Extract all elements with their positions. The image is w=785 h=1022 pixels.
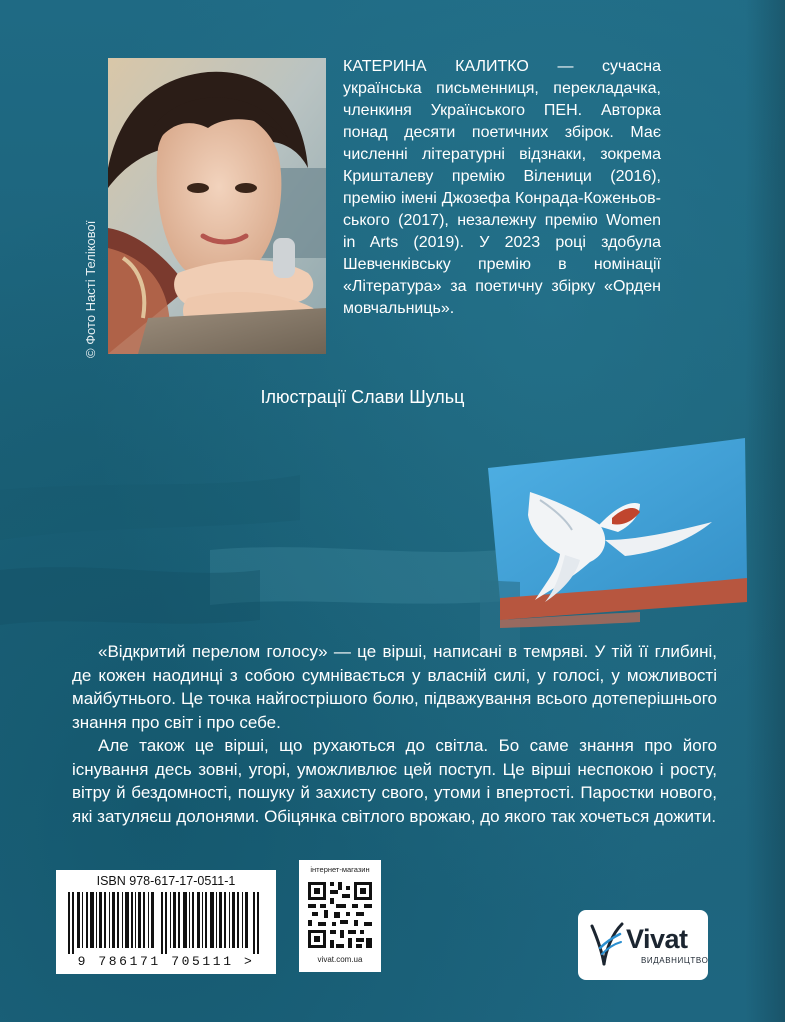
barcode-digits: 9 786171 705111 > [77, 954, 255, 969]
book-blurb [72, 640, 717, 828]
qr-url: vivat.com.ua [317, 955, 363, 964]
author-name: КАТЕРИНА КАЛИТКО [343, 58, 529, 75]
bird-illustration [0, 430, 785, 660]
author-photo [108, 58, 326, 354]
isbn-label: ISBN 978-617-17-0511-1 [96, 874, 236, 888]
author-bio [343, 56, 661, 320]
blurb-paragraph-2: Але також це вірші, що рухаються до світла. Бо саме знання про його існування десь зовні, угорі, уможливлює цей поступ. Це вірші неспокою і росту, вітру й бездомності, пошуку й захисту свого, утоми і впертості. Паростки нового, які затуляєш долонями. Обіцянка світлого врожаю, до якого так хочеться дожити. [72, 736, 717, 826]
qr-label: інтернет-магазин [310, 865, 370, 874]
feather-icon [590, 922, 624, 966]
publisher-subtitle: ВИДАВНИЦТВО [641, 956, 709, 965]
qr-code[interactable] [308, 882, 372, 948]
qr-code-block [299, 860, 381, 972]
blurb-paragraph-1: «Відкритий перелом голосу» — це вірші, написані в темряві. У тій її глибині, де кожен наодинці з собою сумнівається у власній силі, у голосі, у можливості майбутнього. Це точка найгострішого болю, підважування всього дотеперішнього знання про світ і про себе. [72, 642, 717, 732]
publisher-name: Vivat [626, 924, 688, 954]
barcode [56, 870, 276, 974]
author-bio-text: — сучасна українська письменниця, перекладачка, членкиня Українського ПЕН. Авторка понад десяти поетичних збірок. Має численні літературні відзнаки, зокрема Кришталеву премію Віленици (2016), премію імені Джозефа Конрада-Коженьовського (2017), незалежну премію Women in Arts (2019). У 2023 році здобула Шевченківську премію в номінації «Література» за поетичну збірку «Орден мовчальниць». [343, 58, 662, 317]
photo-credit: © Фото Насті Телікової [83, 220, 98, 358]
barcode-bars [62, 892, 270, 954]
illustrator-credit: Ілюстрації Слави Шульц [260, 387, 465, 407]
publisher-logo [578, 910, 708, 980]
